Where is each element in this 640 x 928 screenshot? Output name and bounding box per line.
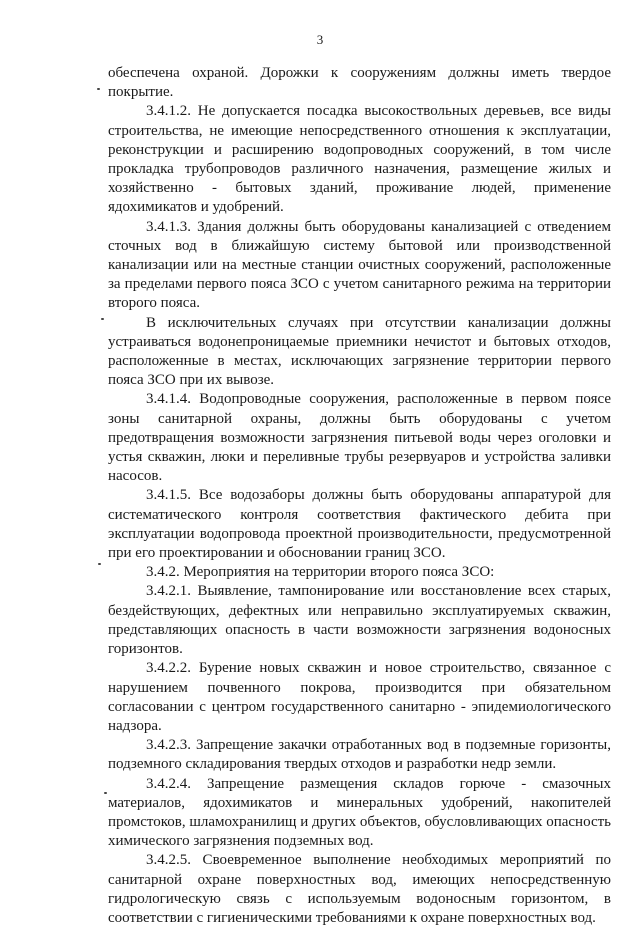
scan-speck [101,318,104,320]
paragraph-3-4-2-1: 3.4.2.1. Выявление, тампонирование или восстановление всех старых, бездействующих, дефектных или неправильно эксплуатируемых скважин, представляющих опасность в части возможности загрязнения водоносных горизонтов. [108,583,611,658]
paragraph-3-4-2-4: 3.4.2.4. Запрещение размещения складов горюче - смазочных материалов, ядохимикатов и минеральных удобрений, накопителей промстоков, шламохранилищ и других объектов, обусловливающих опасность химического загрязнения подземных вод. [108,775,612,850]
paragraph-3-4-1-5: 3.4.1.5. Все водозаборы должны быть оборудованы аппаратурой для систематического контроля соответствия фактического дебита при эксплуатации водопровода проектной производительности, предусмотренной при его проектировании и обосновании границ ЗСО. [108,487,611,562]
paragraph-3-4-1-3: 3.4.1.3. Здания должны быть оборудованы канализацией с отведением сточных вод в ближайшую систему бытовой или производственной канализации или на местные станции очистных сооружений, расположенные за пределами первого пояса ЗСО с учетом санитарного режима на территории второго пояса. [108,218,611,312]
paragraph-continuation: обеспечена охраной. Дорожки к сооружениям должны иметь твердое покрытие. [108,65,611,101]
scan-speck [104,792,107,794]
scan-speck [98,563,101,565]
paragraph-3-4-2: 3.4.2. Мероприятия на территории второго пояса ЗСО: [146,564,495,581]
paragraph-3-4-2-3: 3.4.2.3. Запрещение закачки отработанных вод в подземные горизонты, подземного складирования твердых отходов и разработки недр земли. [108,737,611,773]
body-text [108,64,611,928]
paragraph-3-4-2-2: 3.4.2.2. Бурение новых скважин и новое строительство, связанное с нарушением почвенного покрова, производится при обязательном согласовании с центром государственного санитарно - эпидемиологического надзора. [108,660,611,734]
paragraph-3-4-1-2: 3.4.1.2. Не допускается посадка высокоствольных деревьев, все виды строительства, не имеющие непосредственного отношения к эксплуатации, реконструкции и расширению водопроводных сооружений, в том числе прокладка трубопроводов различного назначения, размещение жилых и хозяйственно - бытовых зданий, проживание людей, применение ядохимикатов и удобрений. [108,103,611,216]
scan-speck [97,88,100,90]
paragraph-3-4-1-4: 3.4.1.4. Водопроводные сооружения, расположенные в первом поясе зоны санитарной охраны, должны быть оборудованы с учетом предотвращения возможности загрязнения питьевой воды через оголовки и устья скважин, люки и переливные трубы резервуаров и устройства заливки насосов. [108,391,611,485]
paragraph-exceptional-cases: В исключительных случаях при отсутствии канализации должны устраиваться водонепроницаемые приемники нечистот и бытовых отходов, расположенные в местах, исключающих загрязнение территории первого пояса ЗСО при их вывозе. [108,314,611,389]
paragraph-3-4-2-5: 3.4.2.5. Своевременное выполнение необходимых мероприятий по санитарной охране поверхностных вод, имеющих непосредственную гидрологическую связь с используемым водоносным горизонтом, в соответствии с гигиеническими требованиями к охране поверхностных вод. [108,852,611,926]
page-number: 3 [316,32,324,47]
